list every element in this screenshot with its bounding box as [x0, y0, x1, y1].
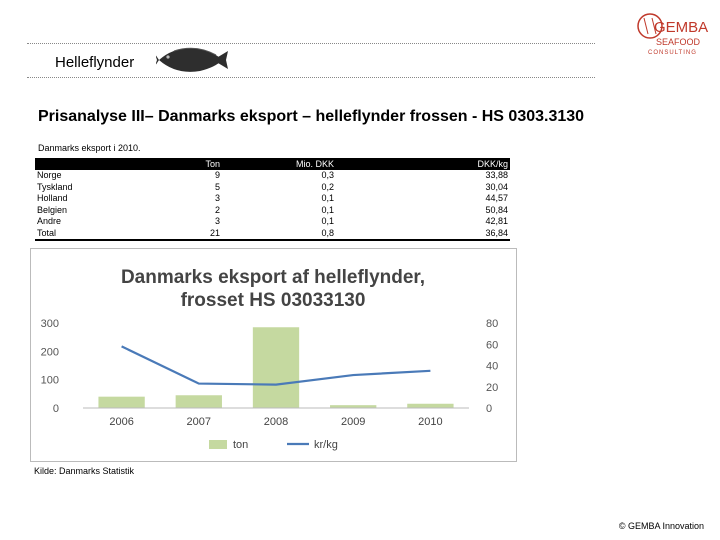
- table-cell: 9: [214, 170, 220, 181]
- chart-title-line1: Danmarks eksport af helleflynder,: [120, 267, 426, 288]
- table-cell: Total: [35, 228, 128, 241]
- halibut-fish-icon: [156, 43, 230, 77]
- table-header-cell: Ton: [128, 158, 222, 170]
- table-cell: Norge: [37, 170, 62, 181]
- table-cell: 44,57: [485, 193, 508, 204]
- table-cell: 5: [214, 181, 220, 192]
- y-left-tick-label: 0: [52, 403, 59, 415]
- export-chart: [31, 249, 516, 461]
- chart-title-line2: frosset HS 03033130: [180, 290, 366, 311]
- gemba-logo: [634, 6, 714, 56]
- legend-swatch-ton: [209, 440, 227, 449]
- y-right-tick-label: 40: [486, 360, 499, 373]
- table-cell: 0,3: [321, 170, 334, 181]
- y-right-tick-label: 60: [486, 339, 499, 352]
- table-cell: Tyskland: [37, 181, 73, 192]
- x-tick-label: 2006: [109, 416, 134, 428]
- table-cell: 0,1: [321, 193, 334, 204]
- table-cell: 36,84: [336, 228, 510, 241]
- table-cell: Andre: [37, 216, 62, 227]
- page-title: Prisanalyse III– Danmarks eksport – helleflynder frossen - HS 0303.3130: [38, 108, 585, 125]
- table-caption: Danmarks eksport i 2010.: [38, 143, 141, 153]
- svg-text:SEAFOOD: SEAFOOD: [656, 37, 701, 47]
- x-tick-label: 2007: [186, 416, 212, 428]
- table-header-cell: DKK/kg: [336, 158, 510, 170]
- svg-text:GEMBA: GEMBA: [654, 19, 709, 36]
- table-row: [35, 193, 510, 205]
- y-right-tick-label: 0: [486, 403, 493, 415]
- table-cell: 0,2: [321, 181, 334, 192]
- y-left-tick-label: 300: [40, 318, 59, 330]
- table-row: [35, 182, 510, 194]
- bar-ton: [253, 327, 299, 408]
- section-title: Helleflynder: [55, 54, 135, 71]
- bar-ton: [407, 404, 453, 408]
- chart-container: [30, 248, 517, 462]
- source-note: Kilde: Danmarks Statistik: [34, 466, 135, 476]
- table-header-cell: Mio. DKK: [222, 158, 336, 170]
- legend-label-ton: ton: [233, 439, 249, 451]
- export-table: [35, 158, 510, 241]
- x-tick-label: 2009: [340, 416, 366, 428]
- table-cell: 21: [128, 228, 222, 241]
- table-cell: 33,88: [485, 170, 508, 181]
- x-tick-label: 2010: [418, 416, 443, 428]
- svg-text:CONSULTING: CONSULTING: [648, 50, 697, 56]
- table-header-row: [35, 158, 510, 170]
- table-cell: 30,04: [485, 181, 508, 192]
- header-divider-bottom: [27, 77, 595, 78]
- copyright-note: © GEMBA Innovation: [618, 521, 704, 531]
- table-cell: 50,84: [485, 204, 508, 215]
- y-right-tick-label: 80: [486, 318, 499, 330]
- y-right-tick-label: 20: [486, 381, 499, 394]
- chart-plot-area: [41, 318, 499, 451]
- table-cell: 3: [214, 193, 220, 204]
- table-header-cell: [35, 158, 128, 170]
- y-left-tick-label: 200: [40, 346, 59, 359]
- table-cell: Holland: [37, 193, 68, 204]
- table-cell: 0,8: [222, 228, 336, 241]
- table-row: [35, 216, 510, 228]
- legend-label-kr-kg: kr/kg: [314, 439, 338, 451]
- header-divider-top: [27, 43, 595, 44]
- table-total-row: [35, 228, 510, 241]
- y-left-tick-label: 100: [40, 374, 59, 387]
- table-row: [35, 170, 510, 182]
- bar-ton: [176, 395, 222, 408]
- table-cell: 42,81: [485, 216, 508, 227]
- table-row: [35, 205, 510, 217]
- table-cell: 3: [214, 216, 220, 227]
- bar-ton: [98, 397, 144, 408]
- x-tick-label: 2008: [263, 416, 289, 428]
- table-cell: Belgien: [37, 204, 68, 215]
- table-cell: 0,1: [321, 204, 334, 215]
- table-cell: 2: [214, 204, 220, 215]
- table-cell: 0,1: [321, 216, 334, 227]
